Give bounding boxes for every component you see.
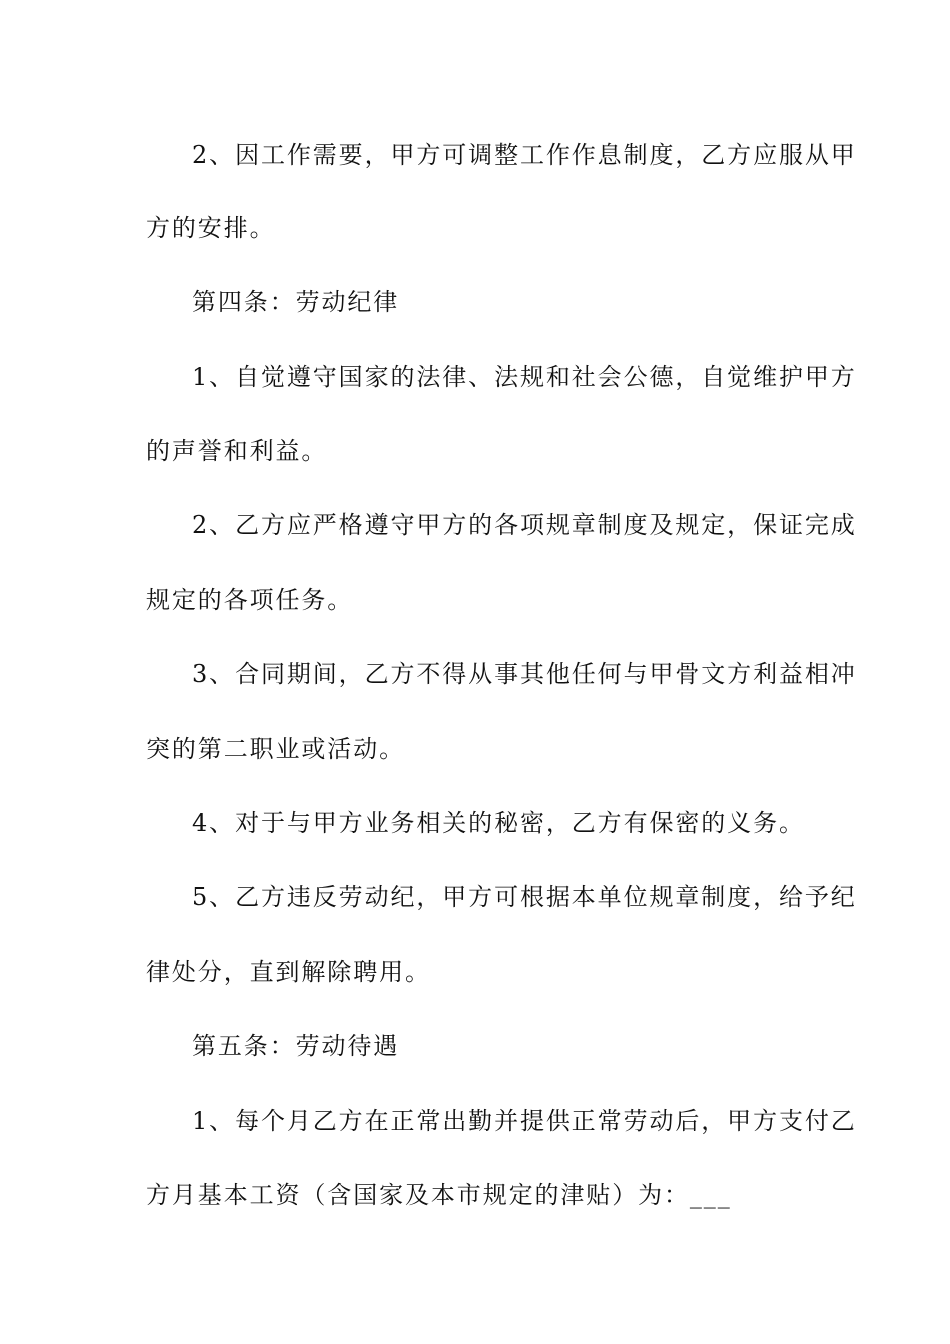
paragraph-line: 规定的各项任务。 [146,586,354,614]
paragraph-line: 律处分，直到解除聘用。 [146,958,431,986]
section-heading: 第四条：劳动纪律 [192,288,400,316]
paragraph-line: 方的安排。 [146,214,276,242]
section-heading: 第五条：劳动待遇 [192,1032,400,1060]
paragraph-line: 2、乙方应严格遵守甲方的各项规章制度及规定，保证完成 [192,511,857,539]
paragraph-line: 突的第二职业或活动。 [146,735,405,763]
paragraph-line: 1、每个月乙方在正常出勤并提供正常劳动后，甲方支付乙 [192,1107,857,1135]
paragraph-line: 5、乙方违反劳动纪，甲方可根据本单位规章制度，给予纪 [192,883,857,911]
paragraph-line: 4、对于与甲方业务相关的秘密，乙方有保密的义务。 [192,809,805,837]
paragraph-line: 方月基本工资（含国家及本市规定的津贴）为：___ [146,1181,732,1209]
paragraph-line: 的声誉和利益。 [146,437,328,465]
paragraph-line: 3、合同期间，乙方不得从事其他任何与甲骨文方利益相冲 [192,660,857,688]
paragraph-line: 1、自觉遵守国家的法律、法规和社会公德，自觉维护甲方 [192,363,857,391]
paragraph-line: 2、因工作需要，甲方可调整工作作息制度，乙方应服从甲 [192,141,857,169]
